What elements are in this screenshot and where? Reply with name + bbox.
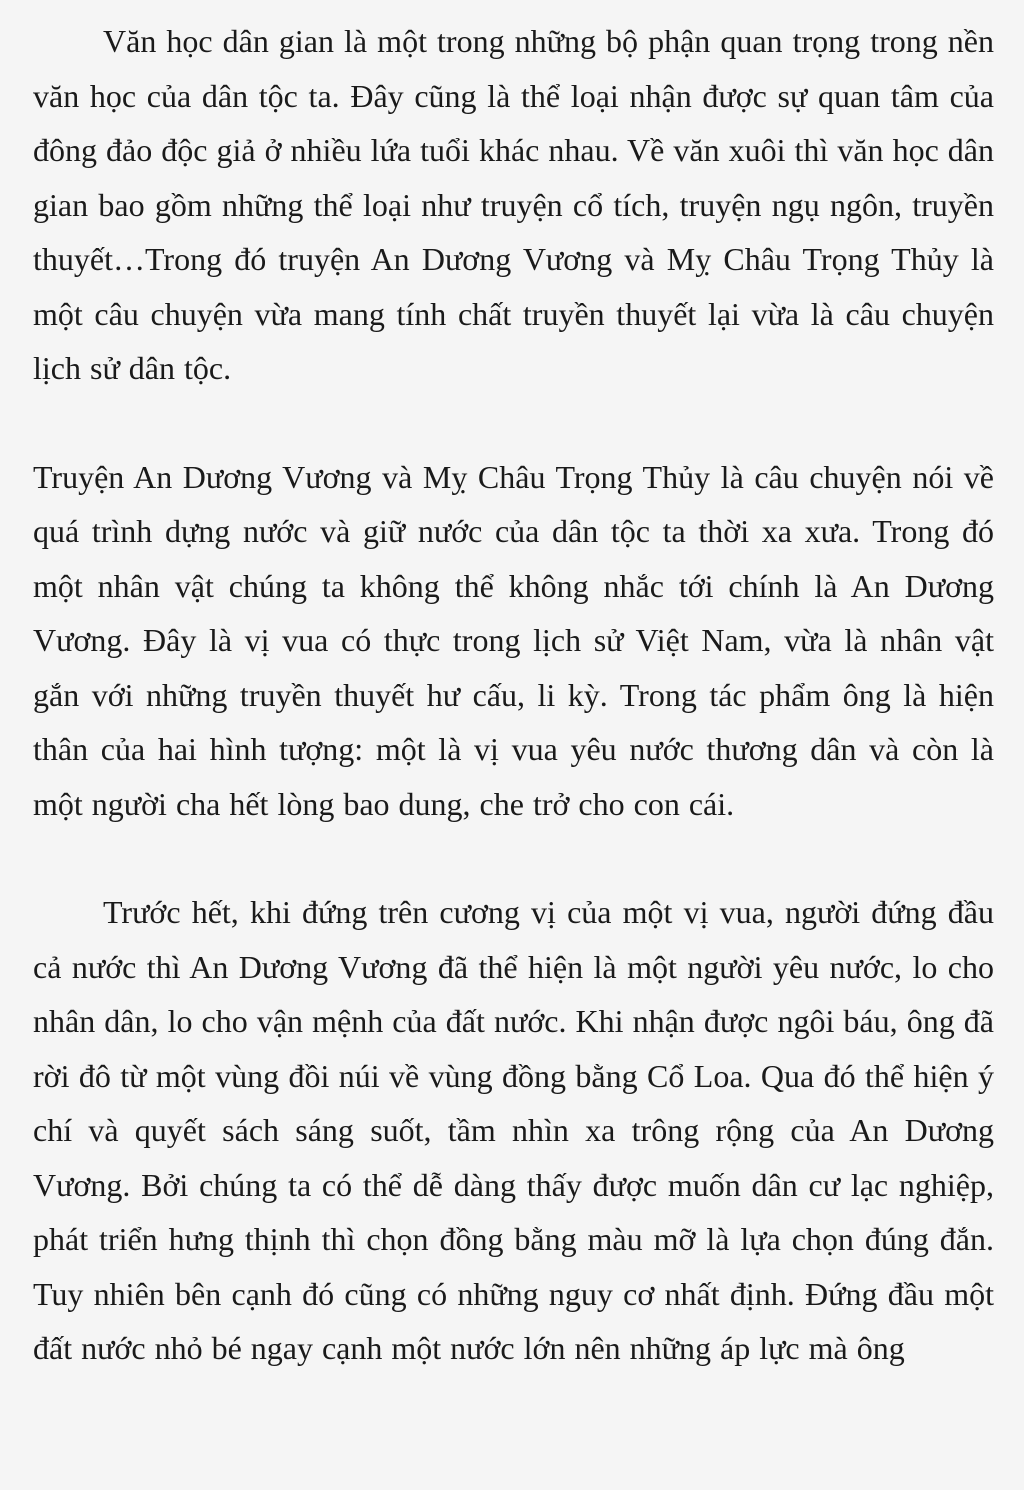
paragraph-king-analysis: Trước hết, khi đứng trên cương vị của một vị vua, người đứng đầu cả nước thì An Dương Vương đã thể hiện là một người yêu nước, lo cho nhân dân, lo cho vận mệnh của đất nước. Khi nhận được ngôi báu, ông đã rời đô từ một vùng đồi núi về vùng đồng bằng Cổ Loa. Qua đó thể hiện ý chí và quyết sách sáng suốt, tầm nhìn xa trông rộng của An Dương Vương. Bởi chúng ta có thể dễ dàng thấy được muốn dân cư lạc nghiệp, phát triển hưng thịnh thì chọn đồng bằng màu mỡ là lựa chọn đúng đắn. Tuy nhiên bên cạnh đó cũng có những nguy cơ nhất định. Đứng đầu một đất nước nhỏ bé ngay cạnh một nước lớn nên những áp lực mà ông xyxy=(33,894,994,1366)
paragraph-story-summary: Truyện An Dương Vương và Mỵ Châu Trọng Thủy là câu chuyện nói về quá trình dựng nước và giữ nước của dân tộc ta thời xa xưa. Trong đó một nhân vật chúng ta không thể không nhắc tới chính là An Dương Vương. Đây là vị vua có thực trong lịch sử Việt Nam, vừa là nhân vật gắn với những truyền thuyết hư cấu, li kỳ. Trong tác phẩm ông là hiện thân của hai hình tượng: một là vị vua yêu nước thương dân và còn là một người cha hết lòng bao dung, che trở cho con cái. xyxy=(33,458,994,822)
paragraph-intro: Văn học dân gian là một trong những bộ phận quan trọng trong nền văn học của dân tộc ta. Đây cũng là thể loại nhận được sự quan tâm của đông đảo độc giả ở nhiều lứa tuổi khác nhau. Về văn xuôi thì văn học dân gian bao gồm những thể loại như truyện cổ tích, truyện ngụ ngôn, truyền thuyết…Trong đó truyện An Dương Vương và Mỵ Châu Trọng Thủy là một câu chuyện vừa mang tính chất truyền thuyết lại vừa là câu chuyện lịch sử dân tộc. xyxy=(33,23,994,386)
